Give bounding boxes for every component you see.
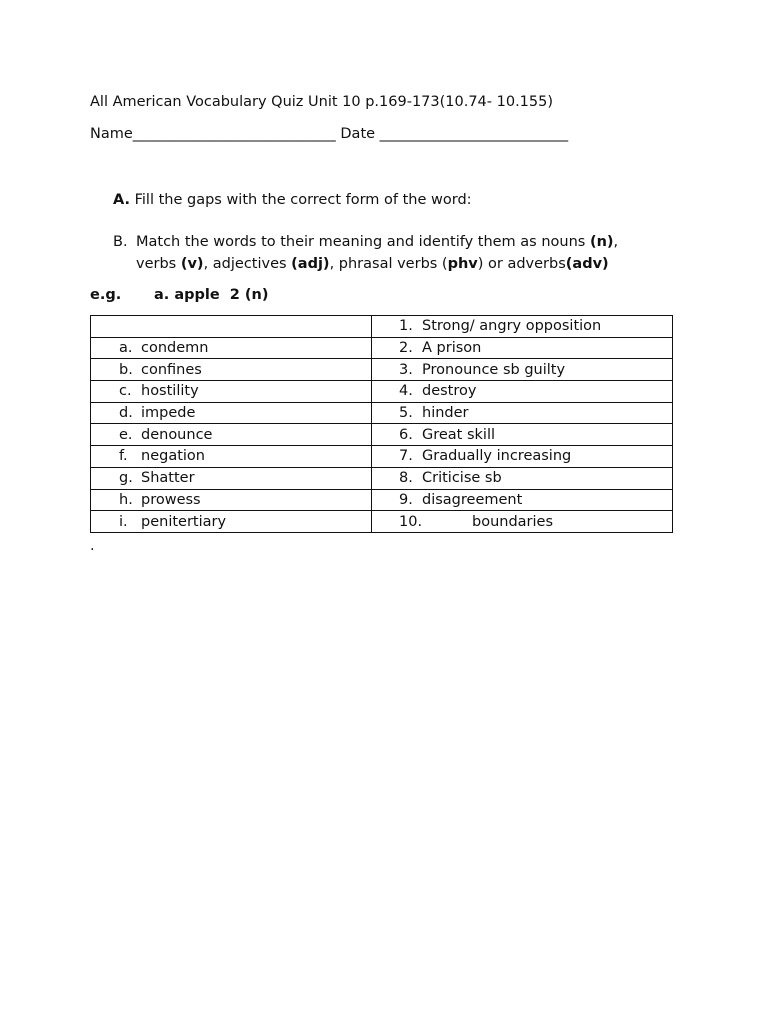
meaning-number: 4. (399, 383, 413, 400)
meaning-text: Gradually increasing (422, 448, 572, 465)
phrasal-verbs-text: , phrasal verbs ( (329, 256, 448, 272)
word-text: confines (141, 361, 202, 378)
meaning-text: disagreement (422, 491, 523, 508)
date-label: Date (335, 126, 380, 142)
meaning-text: hinder (422, 405, 469, 422)
word-text: prowess (141, 491, 201, 508)
noun-abbr: (n) (589, 234, 614, 250)
meaning-text: Pronounce sb guilty (422, 361, 566, 378)
meaning-cell (372, 489, 673, 511)
meaning-number: 2. (399, 340, 413, 357)
meaning-cell (372, 402, 673, 424)
meaning-number: 8. (399, 470, 413, 487)
table-row (91, 511, 673, 533)
meaning-cell (372, 381, 673, 403)
word-cell (91, 381, 372, 403)
word-letter: h. (119, 491, 133, 508)
meaning-number: 7. (399, 448, 413, 465)
meaning-text: Criticise sb (422, 470, 502, 487)
meaning-cell (372, 337, 673, 359)
section-a-text: Fill the gaps with the correct form of the word: (130, 192, 472, 208)
word-cell (91, 511, 372, 533)
table-row (91, 359, 673, 381)
word-text: impede (141, 405, 196, 422)
adjectives-text: , adjectives (203, 256, 292, 272)
name-label: Name (90, 126, 133, 142)
adverb-abbr: (adv) (565, 256, 609, 272)
meaning-number: 1. (399, 318, 413, 335)
example-line (90, 285, 269, 305)
word-text: Shatter (141, 470, 195, 487)
meaning-cell (372, 446, 673, 468)
meaning-number: 6. (399, 426, 413, 443)
table-row (91, 424, 673, 446)
word-letter: e. (119, 426, 133, 443)
meaning-cell (372, 359, 673, 381)
word-text: hostility (141, 383, 199, 400)
meaning-cell (372, 511, 673, 533)
word-letter: f. (119, 448, 128, 465)
meaning-text: destroy (422, 383, 477, 400)
word-cell (91, 402, 372, 424)
word-cell (91, 316, 372, 338)
word-cell (91, 489, 372, 511)
example-label: e.g. (90, 287, 122, 303)
section-b-comma: , (613, 234, 619, 250)
name-blank: ____________________________ (132, 126, 336, 142)
word-cell (91, 337, 372, 359)
section-b-instruction-line-1 (113, 232, 618, 252)
section-b-marker: B. (113, 234, 128, 250)
word-letter: d. (119, 405, 133, 422)
word-letter: b. (119, 361, 133, 378)
meaning-cell (372, 316, 673, 338)
table-row (91, 337, 673, 359)
verb-abbr: (v) (180, 256, 204, 272)
word-text: condemn (141, 340, 209, 357)
table-row (91, 381, 673, 403)
word-letter: g. (119, 470, 133, 487)
section-b-instruction-line-2 (136, 254, 609, 274)
table-row (91, 467, 673, 489)
table-row (91, 316, 673, 338)
verbs-text: verbs (136, 256, 181, 272)
word-cell (91, 359, 372, 381)
word-cell (91, 446, 372, 468)
table-row (91, 446, 673, 468)
meaning-cell (372, 424, 673, 446)
meaning-text: boundaries (472, 513, 554, 530)
date-blank: __________________________ (379, 126, 569, 142)
meaning-number: 10. (399, 513, 423, 530)
section-a-marker: A. (113, 192, 130, 208)
word-cell (91, 424, 372, 446)
adverbs-text: ) or adverbs (477, 256, 566, 272)
word-letter: c. (119, 383, 132, 400)
table-row (91, 489, 673, 511)
word-text: negation (141, 448, 205, 465)
quiz-title: All American Vocabulary Quiz Unit 10 p.169-173(10.74- 10.155) (90, 94, 554, 110)
trailing-mark: . (90, 538, 95, 554)
meaning-number: 3. (399, 361, 413, 378)
name-date-line (90, 124, 568, 144)
section-b-text: Match the words to their meaning and identify them as nouns (136, 234, 590, 250)
meaning-text: Great skill (422, 426, 496, 443)
word-text: penitertiary (141, 513, 227, 530)
meaning-number: 9. (399, 491, 413, 508)
meaning-number: 5. (399, 405, 413, 422)
word-cell (91, 467, 372, 489)
example-text: a. apple 2 (n) (154, 287, 269, 303)
meaning-cell (372, 467, 673, 489)
word-text: denounce (141, 426, 213, 443)
word-letter: i. (119, 513, 128, 530)
section-a-instruction (113, 190, 472, 210)
meaning-text: Strong/ angry opposition (422, 318, 602, 335)
phrasal-verb-abbr: phv (447, 256, 478, 272)
table-row (91, 402, 673, 424)
word-letter: a. (119, 340, 133, 357)
adjective-abbr: (adj) (291, 256, 330, 272)
vocabulary-matching-table (90, 315, 673, 533)
meaning-text: A prison (422, 340, 482, 357)
